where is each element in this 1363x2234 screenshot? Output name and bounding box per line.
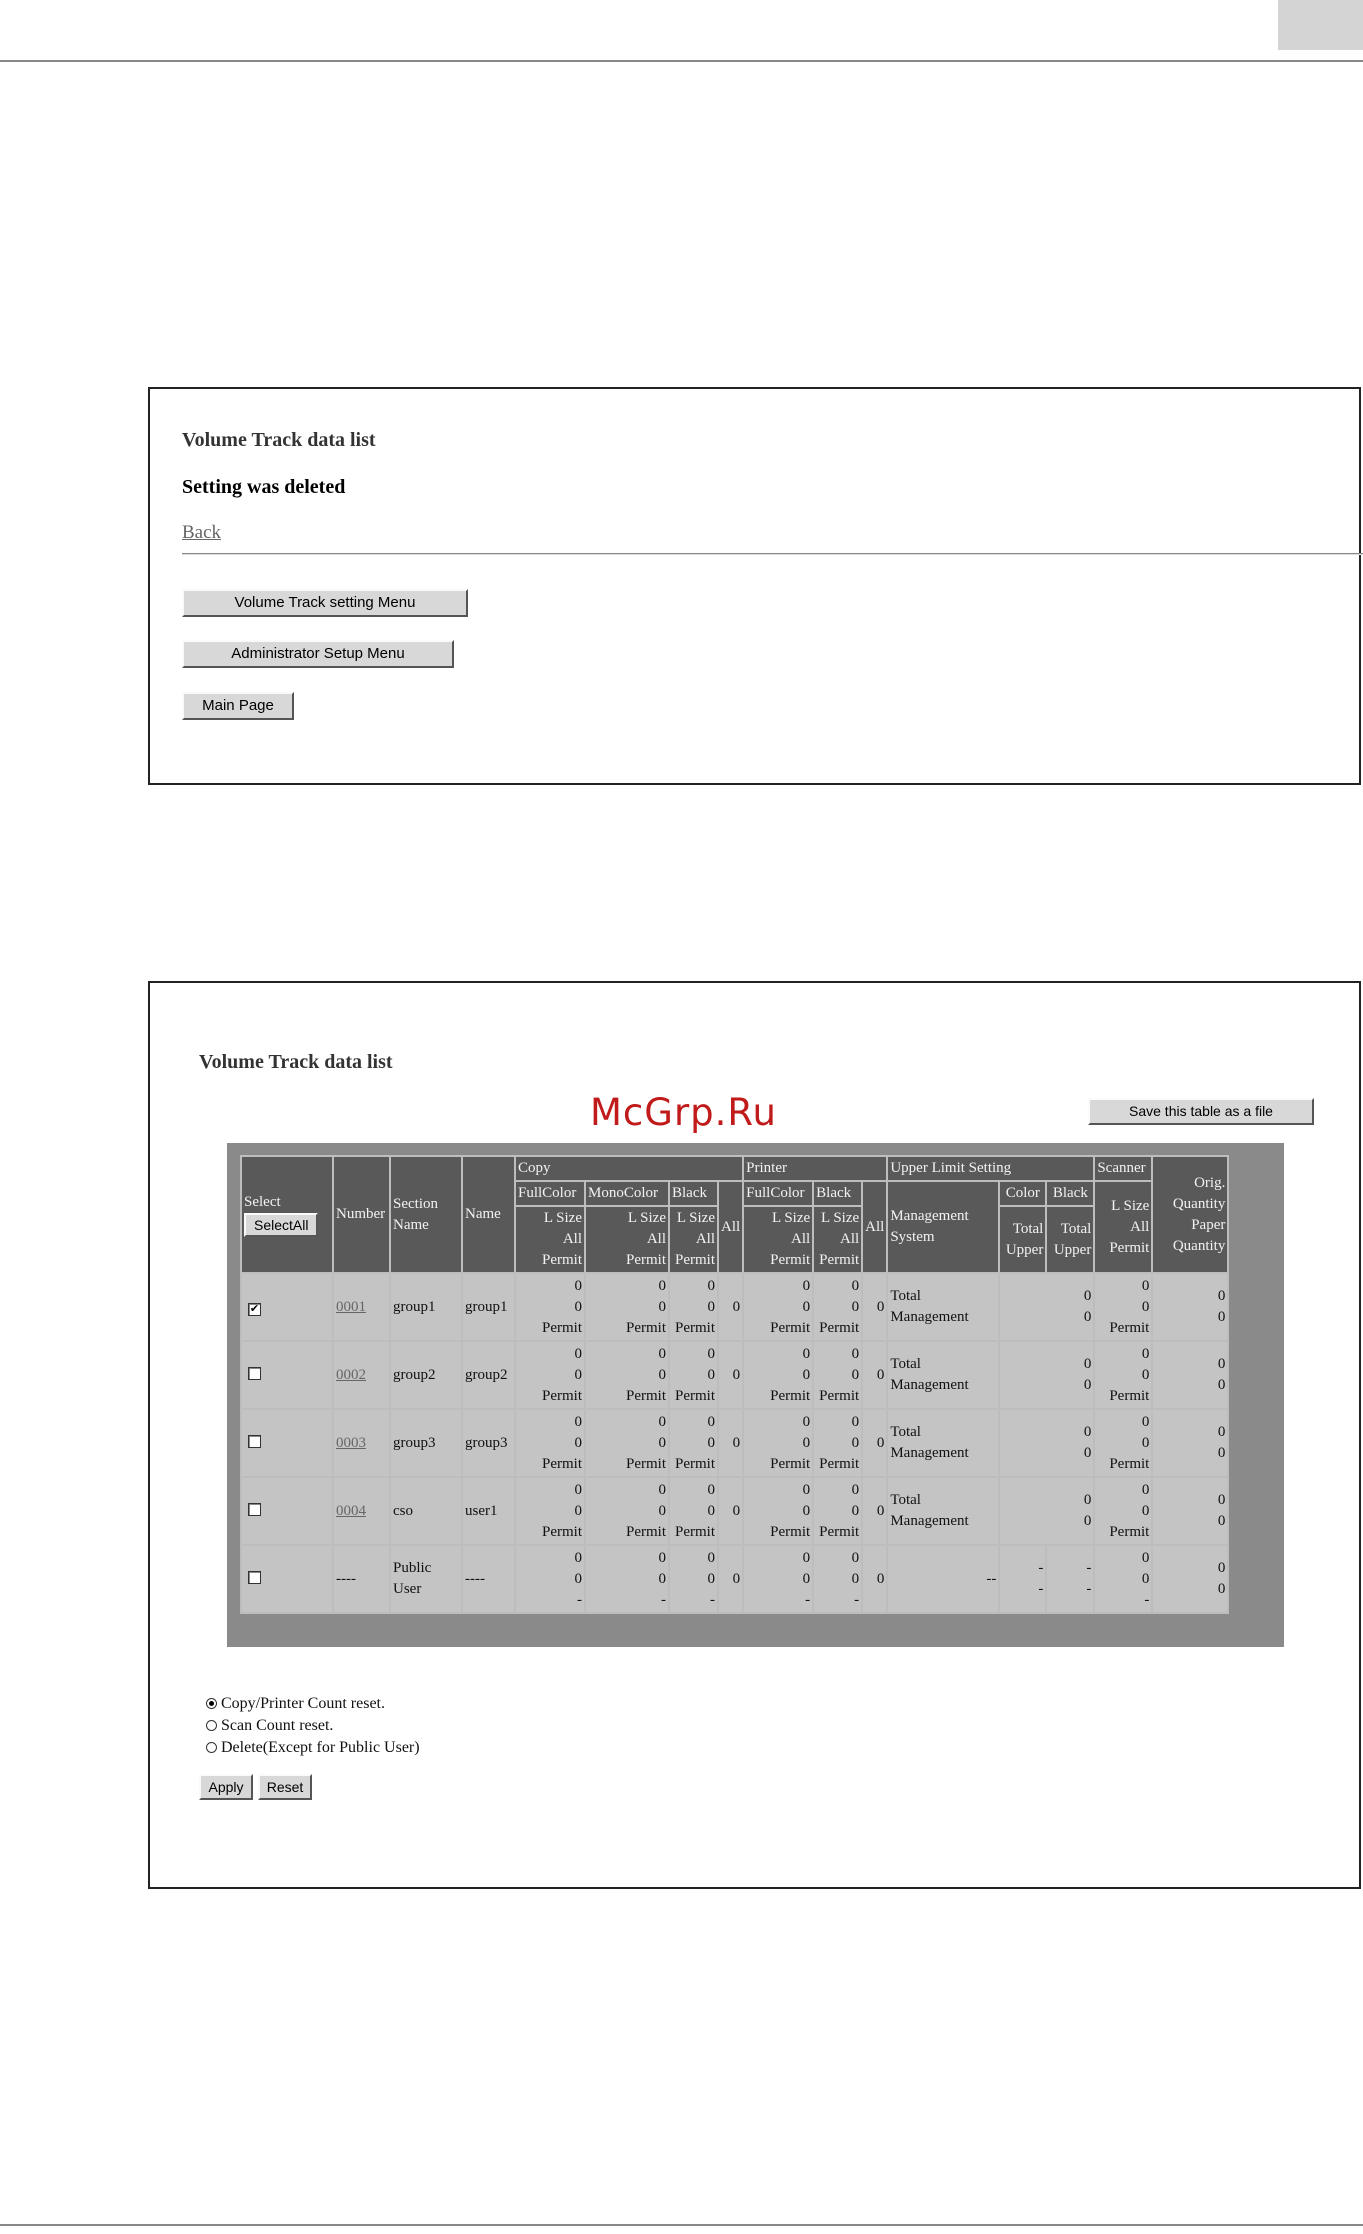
copy-monocolor-cell: 0 0 - xyxy=(586,1546,668,1612)
row-checkbox[interactable]: ✔ xyxy=(249,1302,260,1315)
copy-all-cell: 0 xyxy=(719,1342,742,1408)
copy-black-cell: 0 0 Permit xyxy=(670,1274,717,1340)
upper-limit-cell: 0 0 xyxy=(1000,1410,1093,1476)
management-system-cell: -- xyxy=(888,1546,998,1612)
name-cell: user1 xyxy=(463,1478,514,1544)
printer-black-cell: 0 0 Permit xyxy=(814,1410,861,1476)
upper-color-cell: - - xyxy=(1000,1546,1045,1612)
copy-fullcolor-cell: 0 0 - xyxy=(516,1546,584,1612)
radio-button[interactable] xyxy=(206,1742,217,1753)
action-options xyxy=(206,1693,420,1759)
copy-monocolor-cell: 0 0 Permit xyxy=(586,1478,668,1544)
copy-all-header: All xyxy=(719,1182,742,1272)
section-cell: group3 xyxy=(391,1410,461,1476)
table-row xyxy=(242,1274,1227,1340)
upper-black-header: Black xyxy=(1047,1182,1093,1205)
page-corner-tab xyxy=(1278,0,1363,50)
section-cell: Public User xyxy=(391,1546,461,1612)
orig-quantity-cell: 0 0 xyxy=(1153,1410,1227,1476)
printer-black-cell: 0 0 Permit xyxy=(814,1342,861,1408)
administrator-setup-menu-button[interactable]: Administrator Setup Menu xyxy=(182,640,454,668)
option-scan-reset[interactable]: Scan Count reset. xyxy=(206,1715,420,1737)
copy-monocolor-cell: 0 0 Permit xyxy=(586,1342,668,1408)
scanner-cell: 0 0 - xyxy=(1095,1546,1151,1612)
upper-limit-cell: 0 0 xyxy=(1000,1342,1093,1408)
printer-black-sub: L Size All Permit xyxy=(814,1207,861,1272)
orig-quantity-cell: 0 0 xyxy=(1153,1274,1227,1340)
volume-track-table xyxy=(240,1155,1229,1614)
section-cell: group2 xyxy=(391,1342,461,1408)
row-checkbox[interactable] xyxy=(248,1435,261,1448)
copy-black-header: Black xyxy=(670,1182,717,1205)
table-row xyxy=(242,1410,1227,1476)
printer-black-header: Black xyxy=(814,1182,861,1205)
printer-all-cell: 0 xyxy=(863,1410,886,1476)
copy-fullcolor-cell: 0 0 Permit xyxy=(516,1342,584,1408)
upper-black-cell: - - xyxy=(1047,1546,1093,1612)
copy-monocolor-sub: L Size All Permit xyxy=(586,1207,668,1272)
upper-limit-cell: 0 0 xyxy=(1000,1274,1093,1340)
name-cell: group2 xyxy=(463,1342,514,1408)
name-cell: group3 xyxy=(463,1410,514,1476)
printer-fullcolor-header: FullColor xyxy=(744,1182,812,1205)
option-delete[interactable]: Delete(Except for Public User) xyxy=(206,1737,420,1759)
select-label: Select xyxy=(244,1194,281,1210)
copy-header: Copy xyxy=(516,1157,742,1180)
management-system-cell: Total Management xyxy=(888,1274,998,1340)
number-link[interactable]: 0001 xyxy=(336,1298,366,1315)
upper-color-header: Color xyxy=(1000,1182,1045,1205)
upper-limit-cell: 0 0 xyxy=(1000,1478,1093,1544)
printer-fullcolor-sub: L Size All Permit xyxy=(744,1207,812,1272)
printer-black-cell: 0 0 Permit xyxy=(814,1478,861,1544)
watermark: McGrp.Ru xyxy=(590,1091,777,1134)
select-all-button[interactable]: SelectAll xyxy=(244,1213,318,1237)
radio-button[interactable] xyxy=(206,1720,217,1731)
copy-black-sub: L Size All Permit xyxy=(670,1207,717,1272)
header-rule xyxy=(0,60,1363,62)
printer-all-cell: 0 xyxy=(863,1342,886,1408)
printer-all-cell: 0 xyxy=(863,1478,886,1544)
section-cell: group1 xyxy=(391,1274,461,1340)
upper-limit-header: Upper Limit Setting xyxy=(888,1157,1093,1180)
copy-monocolor-header: MonoColor xyxy=(586,1182,668,1205)
status-message: Setting was deleted xyxy=(182,476,346,498)
printer-all-cell: 0 xyxy=(863,1546,886,1612)
copy-fullcolor-sub: L Size All Permit xyxy=(516,1207,584,1272)
printer-fullcolor-cell: 0 0 Permit xyxy=(744,1274,812,1340)
copy-fullcolor-cell: 0 0 Permit xyxy=(516,1478,584,1544)
printer-all-header: All xyxy=(863,1182,886,1272)
copy-monocolor-cell: 0 0 Permit xyxy=(586,1410,668,1476)
printer-fullcolor-cell: 0 0 Permit xyxy=(744,1410,812,1476)
number-header: Number xyxy=(334,1157,389,1272)
management-system-cell: Total Management xyxy=(888,1342,998,1408)
scanner-cell: 0 0 Permit xyxy=(1095,1342,1151,1408)
back-link[interactable]: Back xyxy=(182,522,222,543)
copy-fullcolor-cell: 0 0 Permit xyxy=(516,1274,584,1340)
management-system-cell: Total Management xyxy=(888,1410,998,1476)
number-link[interactable]: 0003 xyxy=(336,1434,366,1451)
deleted-confirmation-panel xyxy=(148,387,1361,785)
save-table-button[interactable]: Save this table as a file xyxy=(1088,1098,1314,1125)
name-cell: group1 xyxy=(463,1274,514,1340)
section-cell: cso xyxy=(391,1478,461,1544)
copy-all-cell: 0 xyxy=(719,1274,742,1340)
upper-black-sub: Total Upper xyxy=(1047,1207,1093,1272)
copy-black-cell: 0 0 Permit xyxy=(670,1478,717,1544)
table-frame xyxy=(227,1143,1284,1647)
orig-quantity-cell: 0 0 xyxy=(1153,1546,1227,1612)
apply-button[interactable]: Apply xyxy=(199,1774,253,1800)
radio-button[interactable] xyxy=(206,1698,217,1709)
copy-all-cell: 0 xyxy=(719,1478,742,1544)
printer-fullcolor-cell: 0 0 Permit xyxy=(744,1478,812,1544)
number-link[interactable]: 0002 xyxy=(336,1366,366,1383)
number-link[interactable]: 0004 xyxy=(336,1502,366,1519)
option-copy-printer-reset[interactable]: Copy/Printer Count reset. xyxy=(206,1693,420,1715)
row-checkbox[interactable] xyxy=(248,1571,261,1584)
copy-fullcolor-cell: 0 0 Permit xyxy=(516,1410,584,1476)
copy-black-cell: 0 0 Permit xyxy=(670,1410,717,1476)
table-row-public xyxy=(242,1546,1227,1612)
table-row xyxy=(242,1342,1227,1408)
orig-quantity-header: Orig. Quantity Paper Quantity xyxy=(1153,1157,1227,1272)
copy-all-cell: 0 xyxy=(719,1410,742,1476)
select-header xyxy=(242,1157,332,1272)
copy-black-cell: 0 0 Permit xyxy=(670,1342,717,1408)
panel-title: Volume Track data list xyxy=(182,429,376,451)
printer-header: Printer xyxy=(744,1157,886,1180)
row-checkbox[interactable] xyxy=(248,1503,261,1516)
scanner-cell: 0 0 Permit xyxy=(1095,1410,1151,1476)
footer-rule xyxy=(0,2224,1363,2226)
printer-fullcolor-cell: 0 0 Permit xyxy=(744,1342,812,1408)
orig-quantity-cell: 0 0 xyxy=(1153,1478,1227,1544)
scanner-cell: 0 0 Permit xyxy=(1095,1274,1151,1340)
copy-all-cell: 0 xyxy=(719,1546,742,1612)
printer-fullcolor-cell: 0 0 - xyxy=(744,1546,812,1612)
scanner-lsize-header: L Size All Permit xyxy=(1095,1182,1151,1272)
main-page-button[interactable]: Main Page xyxy=(182,692,294,720)
number-cell: ---- xyxy=(334,1546,389,1612)
volume-track-setting-menu-button[interactable]: Volume Track setting Menu xyxy=(182,589,468,617)
upper-color-sub: Total Upper xyxy=(1000,1207,1045,1272)
management-system-cell: Total Management xyxy=(888,1478,998,1544)
name-header: Name xyxy=(463,1157,514,1272)
copy-black-cell: 0 0 - xyxy=(670,1546,717,1612)
orig-quantity-cell: 0 0 xyxy=(1153,1342,1227,1408)
scanner-header: Scanner xyxy=(1095,1157,1151,1180)
printer-all-cell: 0 xyxy=(863,1274,886,1340)
volume-track-list-panel xyxy=(148,981,1361,1889)
section-name-header: Section Name xyxy=(391,1157,461,1272)
reset-button[interactable]: Reset xyxy=(258,1774,312,1800)
divider xyxy=(182,553,1363,555)
printer-black-cell: 0 0 - xyxy=(814,1546,861,1612)
panel-title: Volume Track data list xyxy=(199,1051,393,1073)
printer-black-cell: 0 0 Permit xyxy=(814,1274,861,1340)
row-checkbox[interactable] xyxy=(248,1367,261,1380)
table-row xyxy=(242,1478,1227,1544)
copy-monocolor-cell: 0 0 Permit xyxy=(586,1274,668,1340)
name-cell: ---- xyxy=(463,1546,514,1612)
copy-fullcolor-header: FullColor xyxy=(516,1182,584,1205)
management-system-header: Management System xyxy=(888,1182,998,1272)
scanner-cell: 0 0 Permit xyxy=(1095,1478,1151,1544)
